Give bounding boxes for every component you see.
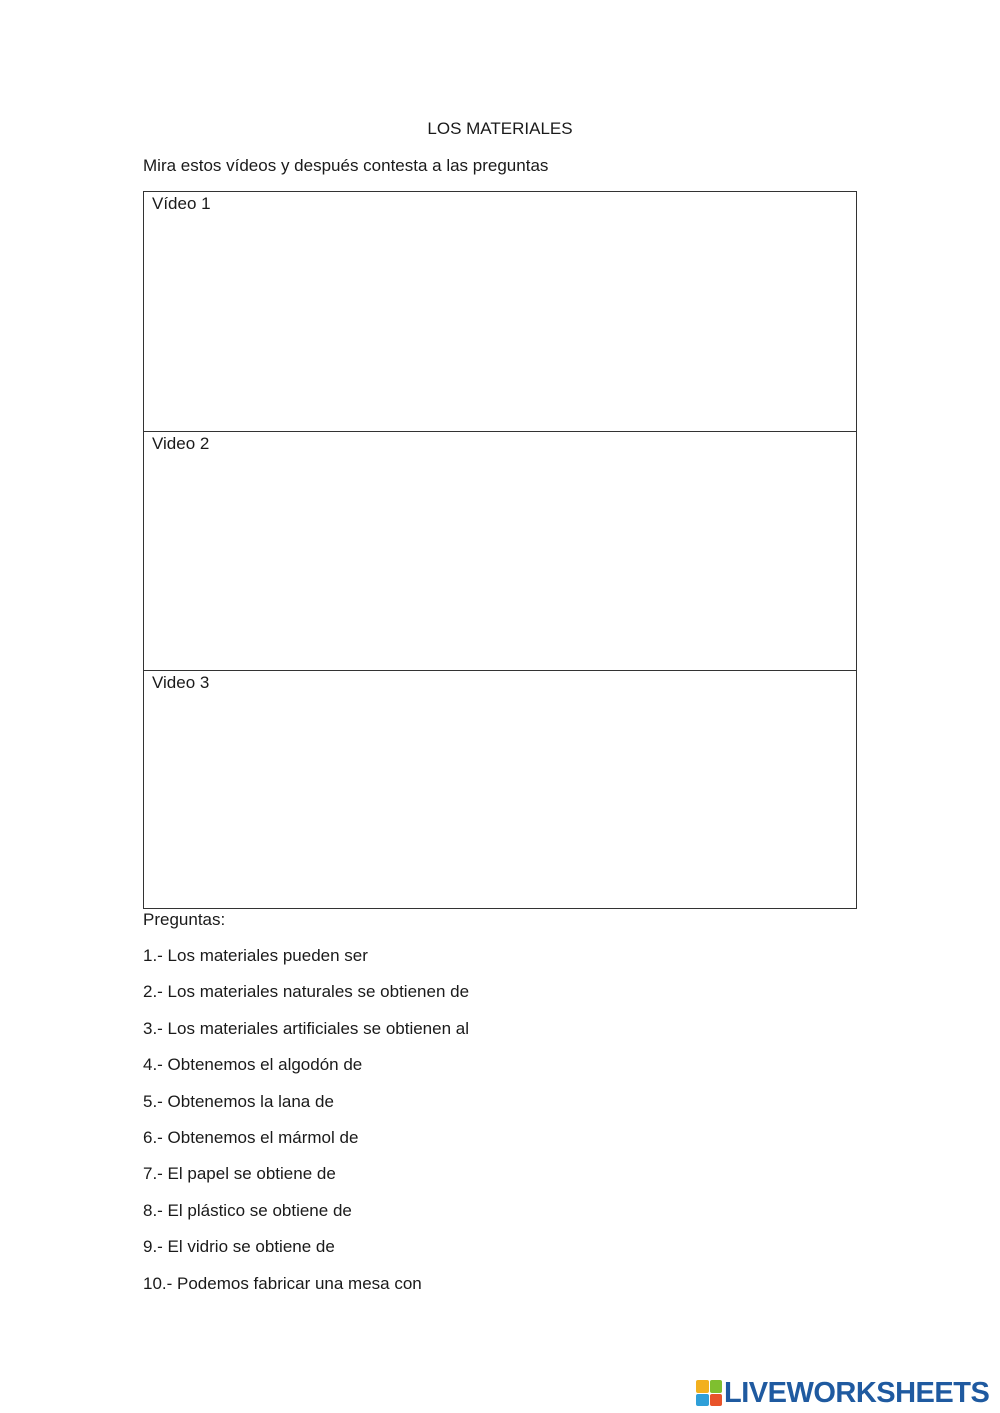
question-item: 9.- El vidrio se obtiene de	[143, 1237, 335, 1257]
video-label-3: Video 3	[152, 673, 210, 692]
brand-name: LIVEWORKSHEETS	[724, 1377, 990, 1409]
video-cell-3[interactable]	[144, 670, 856, 909]
video-label-2: Video 2	[152, 434, 210, 453]
question-item: 4.- Obtenemos el algodón de	[143, 1055, 363, 1075]
question-item: 2.- Los materiales naturales se obtienen de	[143, 982, 470, 1002]
video-cell-2[interactable]	[144, 431, 856, 670]
liveworksheets-logo-icon	[696, 1380, 722, 1406]
question-item: 8.- El plástico se obtiene de	[143, 1200, 352, 1220]
video-cell-1[interactable]	[144, 192, 856, 431]
question-item: 6.- Obtenemos el mármol de	[143, 1127, 359, 1147]
questions-heading: Preguntas:	[143, 910, 226, 929]
question-item: 3.- Los materiales artificiales se obtienen al	[143, 1018, 469, 1038]
video-table	[143, 191, 857, 909]
question-item: 1.- Los materiales pueden ser	[143, 946, 368, 965]
instructions-text: Mira estos vídeos y después contesta a las preguntas	[143, 156, 549, 175]
video-label-1: Vídeo 1	[152, 194, 211, 213]
question-item: 7.- El papel se obtiene de	[143, 1164, 336, 1184]
page-title: LOS MATERIALES	[427, 119, 573, 138]
question-item: 5.- Obtenemos la lana de	[143, 1091, 334, 1111]
question-item: 10.- Podemos fabricar una mesa con	[143, 1273, 422, 1293]
questions-list	[143, 946, 469, 1310]
liveworksheets-brand	[696, 1376, 989, 1410]
